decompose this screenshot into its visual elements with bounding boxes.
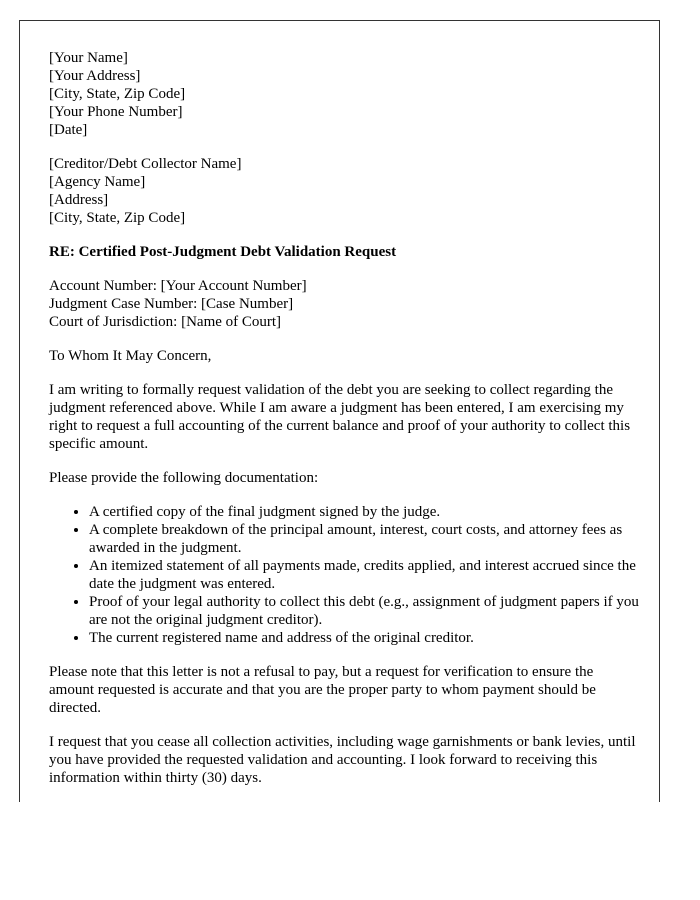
sender-phone: [Your Phone Number]: [49, 104, 183, 120]
letter-date: [Date]: [49, 122, 88, 138]
recipient-name: [Creditor/Debt Collector Name]: [49, 156, 242, 172]
letter-content: [49, 49, 639, 802]
sender-address: [Your Address]: [49, 68, 141, 84]
list-item: • A certified copy of the final judgment signed by the judge.: [89, 503, 639, 521]
list-item: • Proof of your legal authority to collect this debt (e.g., assignment of judgment papers if you are not the original judgment creditor).: [89, 593, 639, 629]
recipient-city-state-zip: [City, State, Zip Code]: [49, 210, 186, 226]
subject-block: [49, 243, 639, 261]
subject-line: RE: Certified Post-Judgment Debt Validation Request: [49, 244, 397, 260]
recipient-address: [Address]: [49, 192, 109, 208]
list-item: • An itemized statement of all payments made, credits applied, and interest accrued since the date the judgment was entered.: [89, 557, 639, 593]
reference-block: [49, 277, 639, 331]
sender-city-state-zip: [City, State, Zip Code]: [49, 86, 186, 102]
recipient-block: [49, 155, 639, 227]
recipient-agency: [Agency Name]: [49, 174, 146, 190]
sender-block: [49, 49, 639, 139]
letter-page: [19, 20, 660, 802]
intro-paragraph: I am writing to formally request validation of the debt you are seeking to collect regarding the judgment referenced above. While I am aware a judgment has been entered, I am exercising my right to request a full accounting of the current balance and proof of your authority to collect this specific amount.: [49, 382, 631, 452]
list-item: • A complete breakdown of the principal amount, interest, court costs, and attorney fees as awarded in the judgment.: [89, 521, 639, 557]
list-intro: Please provide the following documentation:: [49, 470, 319, 486]
court-jurisdiction: Court of Jurisdiction: [Name of Court]: [49, 314, 282, 330]
salutation: To Whom It May Concern,: [49, 348, 212, 364]
request-paragraph: I request that you cease all collection activities, including wage garnishments or bank levies, until you have provided the requested validation and accounting. I look forward to receiving this information within thirty (30) days.: [49, 734, 636, 786]
note-paragraph: Please note that this letter is not a refusal to pay, but a request for verification to ensure the amount requested is accurate and that you are the proper party to whom payment should be directed.: [49, 664, 596, 716]
account-number: Account Number: [Your Account Number]: [49, 278, 307, 294]
list-item: • The current registered name and address of the original creditor.: [89, 629, 639, 647]
documentation-list: [49, 503, 639, 647]
case-number: Judgment Case Number: [Case Number]: [49, 296, 294, 312]
sender-name: [Your Name]: [49, 50, 128, 66]
